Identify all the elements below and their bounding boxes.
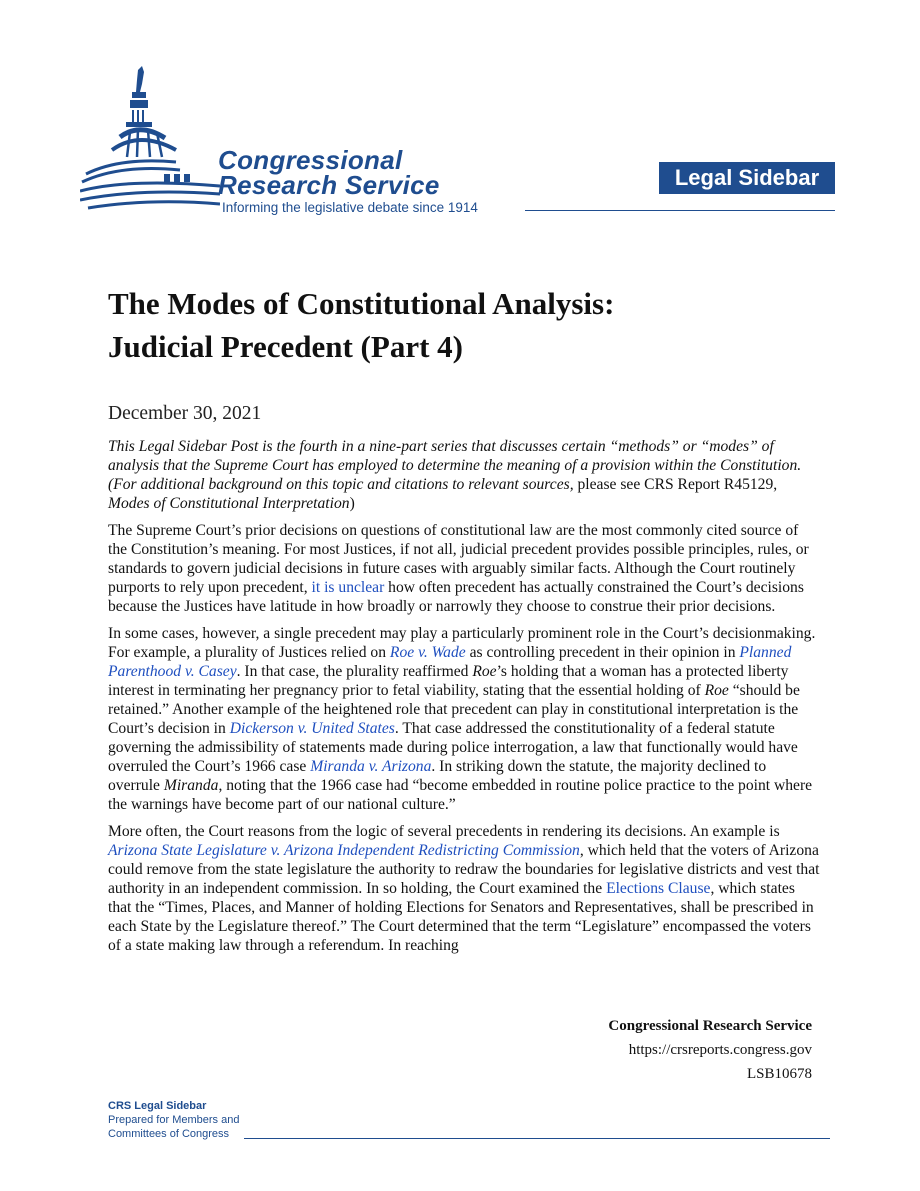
para2-text-7: . In striking down the statute, the majority declined to overrule: [108, 758, 767, 794]
para2-text-5: “should be retained.” Another example of the heightened role that precedent can play in constitutional interpretation is the Court’s decision in: [108, 682, 800, 737]
para2-text-6: . That case addressed the constitutionality of a federal statute governing the admissibility of statements made during police interrogation, a law that functionally would have overruled the Court’s 1966 case: [108, 720, 798, 775]
bottom-line-1: Prepared for Members and: [108, 1114, 240, 1126]
para2-text-4: ’s holding that a woman has a protected liberty interest in terminating her pregnancy prior to fetal viability, stating that the essential holding of: [108, 663, 789, 699]
title-line-2: Judicial Precedent (Part 4): [108, 329, 463, 364]
para2-text-3: . In that case, the plurality reaffirmed: [236, 663, 473, 680]
crs-name-line2: Research Service: [218, 170, 440, 200]
para1-text-1: The Supreme Court’s prior decisions on questions of constitutional law are the most commonly cited source of the Constitution’s meaning. For most Justices, if not all, judicial precedent provides possible principles, rules, or standards to govern judicial decisions in future cases with arguably similar facts. Although the Court routinely purports to rely upon precedent,: [108, 522, 809, 596]
document-title: [108, 282, 808, 368]
link-planned-parenthood-v-casey[interactable]: Planned Parenthood v. Casey: [108, 644, 792, 680]
intro-report-ref: please see CRS Report R45129,: [573, 476, 778, 493]
legal-sidebar-badge: Legal Sidebar: [659, 162, 835, 194]
link-miranda-v-arizona[interactable]: Miranda v. Arizona: [310, 758, 432, 775]
crs-capitol-logo: [80, 62, 220, 212]
link-it-is-unclear[interactable]: it is unclear: [311, 579, 385, 596]
title-line-1: The Modes of Constitutional Analysis:: [108, 286, 615, 321]
footer-org-name: Congressional Research Service: [608, 1018, 812, 1034]
intro-paragraph: [108, 437, 820, 513]
bottom-title: CRS Legal Sidebar: [108, 1100, 207, 1112]
footer-report-number: LSB10678: [746, 1066, 812, 1082]
header-rule: [525, 210, 835, 211]
link-arizona-state-legislature[interactable]: Arizona State Legislature v. Arizona Independent Redistricting Commission: [108, 842, 580, 859]
link-roe-v-wade[interactable]: Roe v. Wade: [389, 644, 466, 661]
publication-date: December 30, 2021: [108, 403, 262, 424]
document-body: [108, 437, 820, 963]
paragraph-precedent-overview: [108, 521, 820, 616]
para2-text-2: as controlling precedent in their opinion in: [465, 644, 740, 661]
para3-text-2: , which held that the voters of Arizona could remove from the state legislature the authority to redraw the boundaries for legislative districts and vest that authority in an independent commission. In so holding, the Court examined the: [108, 842, 820, 897]
bottom-branding: [108, 1099, 239, 1141]
paragraph-several-precedents: [108, 822, 820, 955]
footer-url[interactable]: https://crsreports.congress.gov: [628, 1042, 812, 1058]
bottom-line-2: Committees of Congress: [108, 1128, 230, 1140]
para1-text-2: how often precedent has actually constrained the Court’s decisions because the Justices have latitude in how broadly or narrowly they choose to construe their prior decisions.: [108, 579, 804, 615]
bottom-rule: [244, 1138, 830, 1139]
para3-text-1: More often, the Court reasons from the logic of several precedents in rendering its decisions. An example is: [108, 823, 780, 840]
footer-info: [608, 1014, 812, 1086]
crs-name-line1: Congressional: [218, 145, 403, 175]
case-name-roe: Roe: [704, 682, 729, 699]
report-title: Modes of Constitutional Interpretation: [108, 495, 350, 512]
intro-text: This Legal Sidebar Post is the fourth in a nine-part series that discusses certain “methods” or “modes” of analysis that the Supreme Court has employed to determine the meaning of a provision within the Constitution. (For additional background on this topic and citations to relevant sources,: [108, 438, 802, 493]
link-elections-clause[interactable]: Elections Clause: [606, 880, 711, 897]
paragraph-single-precedent: [108, 624, 820, 814]
link-dickerson-v-united-states[interactable]: Dickerson v. United States: [229, 720, 395, 737]
para2-text-1: In some cases, however, a single precedent may play a particularly prominent role in the Court’s decisionmaking. For example, a plurality of Justices relied on: [108, 625, 816, 661]
intro-close: ): [349, 495, 355, 512]
crs-tagline: Informing the legislative debate since 1914: [222, 200, 478, 215]
para2-text-8: , noting that the 1966 case had “become embedded in routine police practice to the point where the warnings have become part of our national culture.”: [108, 777, 813, 813]
case-name-miranda: Miranda: [163, 777, 219, 794]
para3-text-3: , which states that the “Times, Places, and Manner of holding Elections for Senators and Representatives, shall be prescribed in each State by the Legislature thereof.” The Court determined that the term “Legislature” encompassed the voters of a state making law through a referendum. In reaching: [108, 880, 814, 954]
case-name-roe: Roe: [472, 663, 497, 680]
